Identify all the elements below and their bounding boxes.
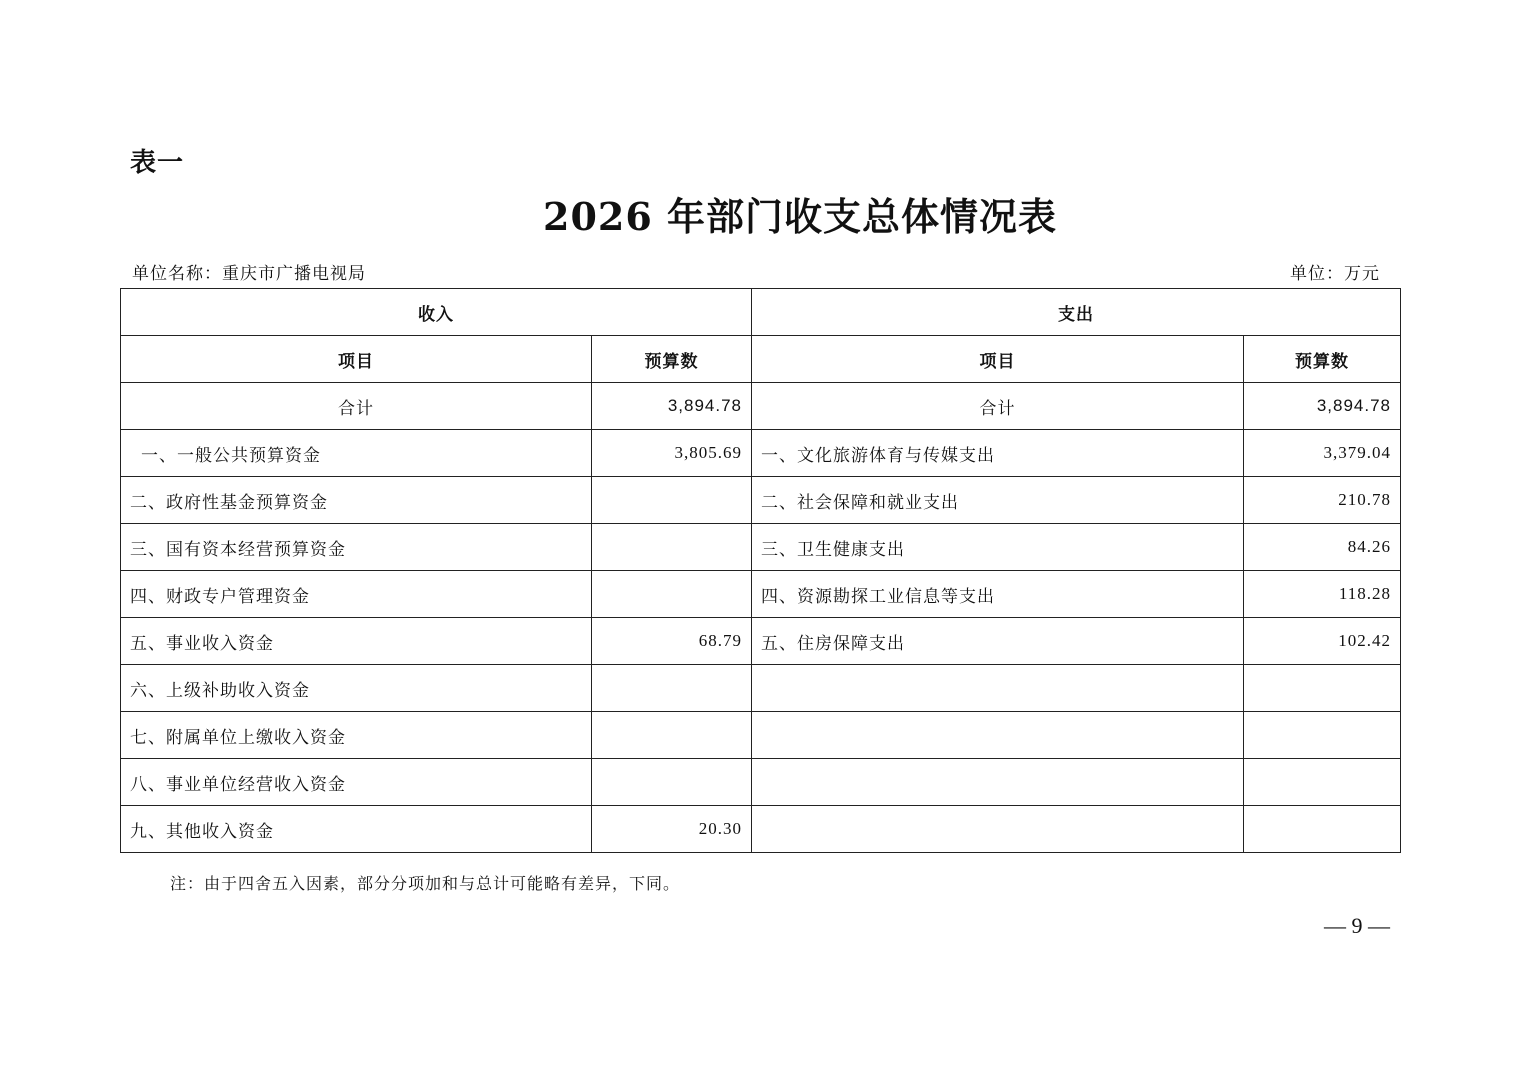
income-item: 一、一般公共预算资金 — [121, 430, 592, 477]
expense-total-value: 3,894.78 — [1244, 383, 1401, 430]
expense-value: 102.42 — [1244, 618, 1401, 665]
income-item: 三、国有资本经营预算资金 — [121, 524, 592, 571]
section-header-row — [121, 289, 1401, 336]
expense-item: 二、社会保障和就业支出 — [752, 477, 1244, 524]
table-row — [121, 430, 1401, 477]
table-row — [121, 759, 1401, 806]
income-value — [592, 665, 752, 712]
expense-item: 一、文化旅游体育与传媒支出 — [752, 430, 1244, 477]
expense-section-header: 支出 — [752, 289, 1401, 336]
income-item-header: 项目 — [121, 336, 592, 383]
income-budget-header: 预算数 — [592, 336, 752, 383]
unit-name: 单位名称：重庆市广播电视局 — [132, 264, 366, 284]
income-total-value: 3,894.78 — [592, 383, 752, 430]
table-row — [121, 806, 1401, 853]
total-row — [121, 383, 1401, 430]
expense-item — [752, 665, 1244, 712]
income-section-header: 收入 — [121, 289, 752, 336]
expense-value: 3,379.04 — [1244, 430, 1401, 477]
income-item: 四、财政专户管理资金 — [121, 571, 592, 618]
footnote: 注：由于四舍五入因素，部分分项加和与总计可能略有差异，下同。 — [170, 874, 681, 893]
expense-item-header: 项目 — [752, 336, 1244, 383]
table-number-label: 表一 — [130, 148, 185, 178]
income-item: 七、附属单位上缴收入资金 — [121, 712, 592, 759]
income-item: 五、事业收入资金 — [121, 618, 592, 665]
table-row — [121, 618, 1401, 665]
expense-item: 五、住房保障支出 — [752, 618, 1244, 665]
table-row — [121, 712, 1401, 759]
income-item: 九、其他收入资金 — [121, 806, 592, 853]
table-row — [121, 477, 1401, 524]
expense-value: 210.78 — [1244, 477, 1401, 524]
unit-label: 单位：万元 — [1290, 264, 1380, 284]
table-row — [121, 665, 1401, 712]
income-value — [592, 759, 752, 806]
table-row — [121, 571, 1401, 618]
income-total-label: 合计 — [121, 383, 592, 430]
income-value: 20.30 — [592, 806, 752, 853]
income-value: 3,805.69 — [592, 430, 752, 477]
expense-item: 四、资源勘探工业信息等支出 — [752, 571, 1244, 618]
expense-item — [752, 759, 1244, 806]
expense-budget-header: 预算数 — [1244, 336, 1401, 383]
expense-item — [752, 806, 1244, 853]
expense-total-label: 合计 — [752, 383, 1244, 430]
expense-item: 三、卫生健康支出 — [752, 524, 1244, 571]
income-value: 68.79 — [592, 618, 752, 665]
expense-value — [1244, 759, 1401, 806]
expense-value: 118.28 — [1244, 571, 1401, 618]
income-value — [592, 712, 752, 759]
expense-value — [1244, 712, 1401, 759]
income-item: 二、政府性基金预算资金 — [121, 477, 592, 524]
page-title: 2026 年部门收支总体情况表 — [543, 194, 1057, 239]
expense-value — [1244, 806, 1401, 853]
expense-value — [1244, 665, 1401, 712]
column-header-row — [121, 336, 1401, 383]
income-value — [592, 524, 752, 571]
income-value — [592, 477, 752, 524]
table-row — [121, 524, 1401, 571]
expense-value: 84.26 — [1244, 524, 1401, 571]
budget-table — [120, 288, 1401, 853]
page-number: — 9 — — [1324, 913, 1390, 938]
income-item: 八、事业单位经营收入资金 — [121, 759, 592, 806]
expense-item — [752, 712, 1244, 759]
income-value — [592, 571, 752, 618]
income-item: 六、上级补助收入资金 — [121, 665, 592, 712]
